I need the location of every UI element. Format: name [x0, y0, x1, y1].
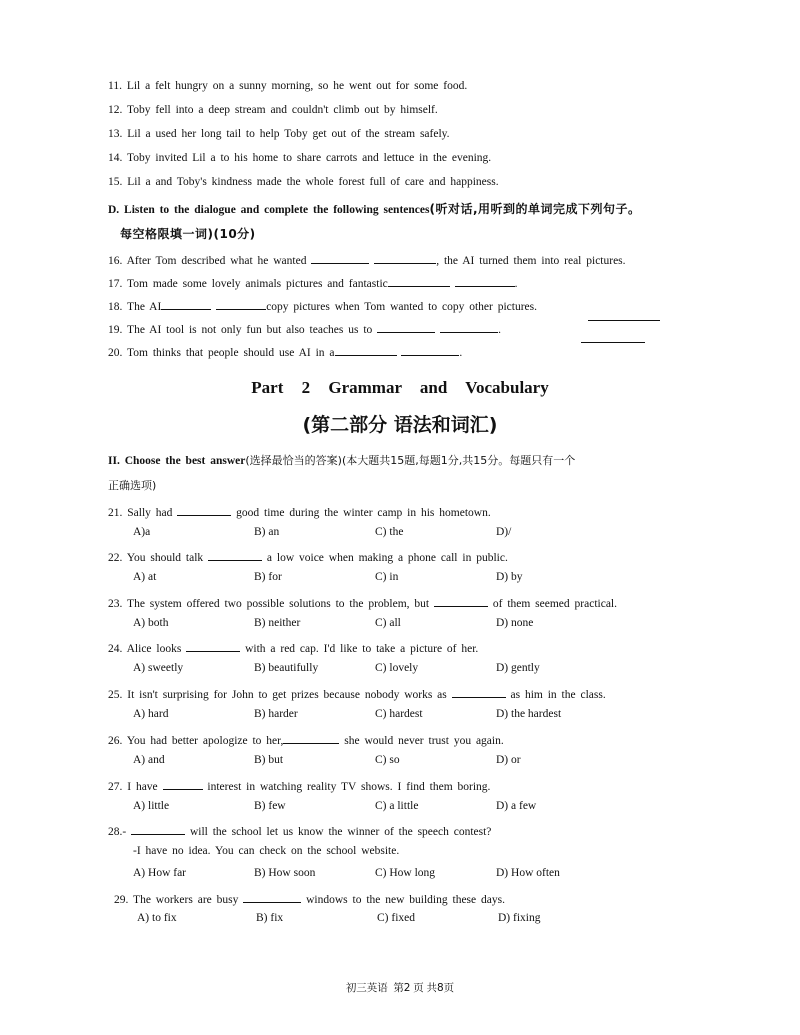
option-c[interactable]: C) so [375, 754, 400, 766]
option-d[interactable]: D)/ [496, 526, 512, 538]
answer-blank[interactable] [388, 275, 450, 287]
question-28: 28.- will the school let us know the winner of the speech contest? [108, 823, 491, 838]
section-d-heading: D. Listen to the dialogue and complete the following sentences(听对话,用听到的单词完成下列句子。 [108, 202, 641, 216]
answer-blank[interactable] [177, 504, 231, 516]
option-c[interactable]: C) the [375, 526, 404, 538]
answer-blank[interactable] [208, 549, 262, 561]
answer-blank[interactable] [434, 595, 488, 607]
option-b[interactable]: B) How soon [254, 867, 316, 879]
tf-item: 13. Lil a used her long tail to help Toby get out of the stream safely. [108, 128, 450, 140]
option-a[interactable]: A) How far [133, 867, 187, 879]
question-29: 29. The workers are busy windows to the new building these days. [114, 891, 505, 906]
tf-item: 14. Toby invited Lil a to his home to share carrots and lettuce in the evening. [108, 152, 492, 164]
option-d[interactable]: D) a few [496, 800, 537, 812]
fill-item-18: 18. The AI copy pictures when Tom wanted to copy other pictures. [108, 298, 537, 313]
option-a[interactable]: A)a [133, 526, 151, 538]
option-b[interactable]: B) few [254, 800, 286, 812]
answer-blank[interactable] [283, 732, 339, 744]
tf-item: 15. Lil a and Toby's kindness made the whole forest full of care and happiness. [108, 176, 499, 188]
option-b[interactable]: B) beautifully [254, 662, 319, 674]
option-d[interactable]: D) none [496, 617, 534, 629]
page-footer: 初三英语 第2 页 共8页 [345, 982, 455, 994]
option-c[interactable]: C) in [375, 571, 399, 583]
option-c[interactable]: C) fixed [377, 912, 416, 924]
answer-blank[interactable] [186, 640, 240, 652]
option-b[interactable]: B) but [254, 754, 284, 766]
option-d[interactable]: D) the hardest [496, 708, 562, 720]
answer-blank[interactable] [131, 823, 185, 835]
option-a[interactable]: A) at [133, 571, 157, 583]
section-ii-heading-cont: 正确选项) [108, 479, 157, 492]
part-title: Part 2 Grammar and Vocabulary [251, 378, 549, 397]
question-24: 24. Alice looks with a red cap. I'd like to take a picture of her. [108, 640, 478, 655]
question-26: 26. You had better apologize to her, she would never trust you again. [108, 732, 504, 747]
option-a[interactable]: A) sweetly [133, 662, 184, 674]
option-b[interactable]: B) for [254, 571, 282, 583]
section-ii-heading: II. Choose the best answer(选择最恰当的答案)(本大题共15题,每题1分,共15分。每题只有一个 [108, 454, 576, 467]
answer-blank[interactable] [401, 344, 459, 356]
option-b[interactable]: B) an [254, 526, 280, 538]
answer-blank[interactable] [311, 252, 369, 264]
option-d[interactable]: D) or [496, 754, 521, 766]
question-22: 22. You should talk a low voice when making a phone call in public. [108, 549, 508, 564]
option-c[interactable]: C) hardest [375, 708, 423, 720]
option-b[interactable]: B) harder [254, 708, 298, 720]
fill-item-17: 17. Tom made some lovely animals pictures and fantastic . [108, 275, 518, 290]
question-23: 23. The system offered two possible solutions to the problem, but of them seemed practical. [108, 595, 617, 610]
fill-item-20: 20. Tom thinks that people should use AI in a . [108, 344, 462, 359]
option-a[interactable]: A) little [133, 800, 170, 812]
answer-blank[interactable] [377, 321, 435, 333]
option-c[interactable]: C) all [375, 617, 401, 629]
option-d[interactable]: D) gently [496, 662, 540, 674]
answer-blank[interactable] [455, 275, 515, 287]
question-27: 27. I have interest in watching reality TV shows. I find them boring. [108, 778, 490, 793]
answer-blank[interactable] [440, 321, 498, 333]
question-21: 21. Sally had good time during the winter camp in his hometown. [108, 504, 491, 519]
option-c[interactable]: C) a little [375, 800, 419, 812]
option-c[interactable]: C) How long [375, 867, 436, 879]
option-a[interactable]: A) and [133, 754, 165, 766]
question-28-reply: -I have no idea. You can check on the school website. [133, 845, 400, 857]
option-d[interactable]: D) fixing [498, 912, 541, 924]
option-d[interactable]: D) How often [496, 867, 560, 879]
fill-item-16: 16. After Tom described what he wanted , the AI turned them into real pictures. [108, 252, 626, 267]
option-a[interactable]: A) both [133, 617, 169, 629]
answer-blank[interactable] [452, 686, 506, 698]
answer-blank[interactable] [161, 298, 211, 310]
option-c[interactable]: C) lovely [375, 662, 419, 674]
answer-blank[interactable] [374, 252, 436, 264]
part-subtitle: (第二部分 语法和词汇) [302, 414, 498, 436]
fill-item-19: 19. The AI tool is not only fun but also teaches us to . [108, 321, 501, 336]
answer-blank[interactable] [243, 891, 301, 903]
option-a[interactable]: A) hard [133, 708, 169, 720]
answer-blank[interactable] [335, 344, 397, 356]
section-d-heading-cont: 每空格限填一词)(10分) [120, 227, 256, 241]
tf-item: 11. Lil a felt hungry on a sunny morning, so he went out for some food. [108, 80, 468, 92]
stray-answer-line [581, 342, 645, 343]
option-b[interactable]: B) neither [254, 617, 301, 629]
stray-answer-line [588, 320, 660, 321]
option-d[interactable]: D) by [496, 571, 523, 583]
question-25: 25. It isn't surprising for John to get prizes because nobody works as as him in the class. [108, 686, 606, 701]
answer-blank[interactable] [163, 778, 203, 790]
tf-item: 12. Toby fell into a deep stream and couldn't climb out by himself. [108, 104, 438, 116]
option-b[interactable]: B) fix [256, 912, 284, 924]
option-a[interactable]: A) to fix [137, 912, 177, 924]
answer-blank[interactable] [216, 298, 266, 310]
